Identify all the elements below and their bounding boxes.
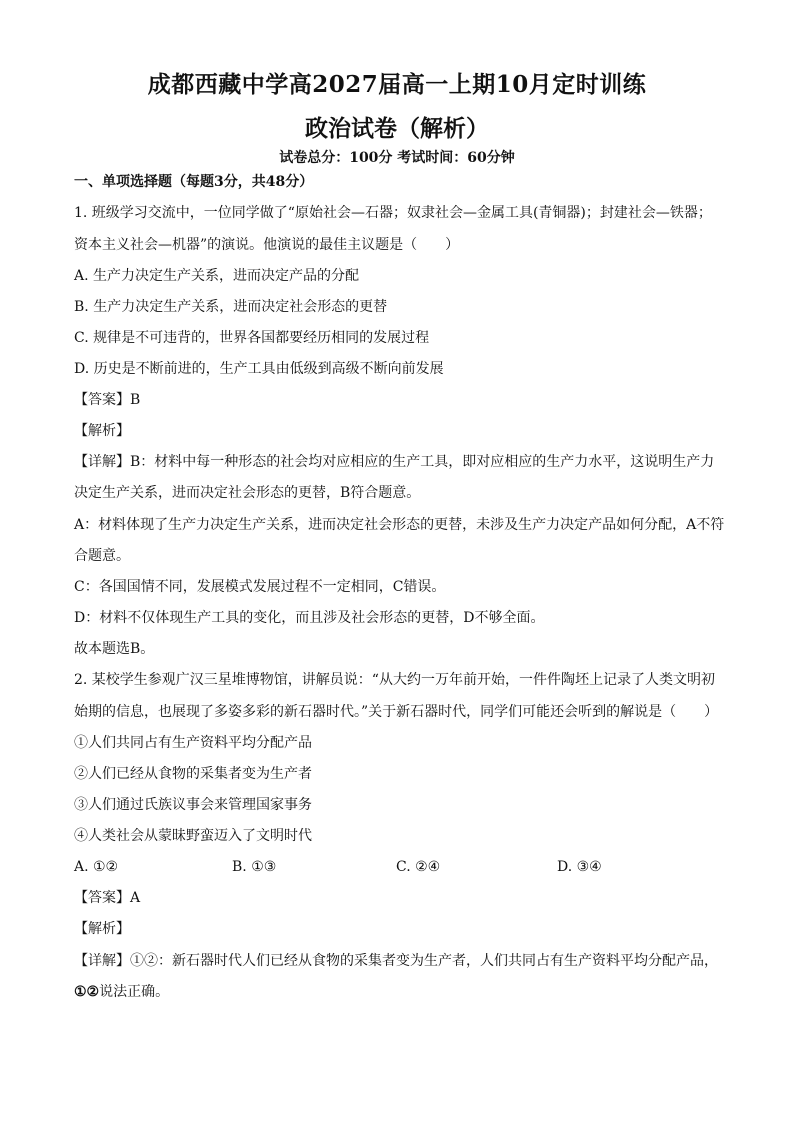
q2-detail-text: 新石器时代人们已经从食物的采集者变为生产者，人们共同占有生产资料平均分配产品， bbox=[172, 953, 718, 969]
q2-detail-markers: ①② bbox=[74, 984, 100, 1000]
q2-option-d: D. ③④ bbox=[557, 859, 602, 875]
q1-answer: 【答案】B bbox=[74, 392, 141, 408]
q2-option-b: B. ①③ bbox=[232, 859, 277, 875]
q1-option-a: A. 生产力决定生产关系，进而决定产品的分配 bbox=[74, 268, 360, 284]
q1-option-b: B. 生产力决定生产关系，进而决定社会形态的更替 bbox=[74, 299, 388, 315]
q2-detail-label: 【详解】①②： bbox=[74, 953, 172, 969]
section-heading: 一、单项选择题（每题3分，共48分） bbox=[74, 174, 314, 190]
q2-item1: ①人们共同占有生产资料平均分配产品 bbox=[74, 735, 312, 751]
q1-option-d: D. 历史是不断前进的，生产工具由低级到高级不断向前发展 bbox=[74, 361, 444, 377]
q1-detail-line6: D：材料不仅体现生产工具的变化，而且涉及社会形态的更替，D不够全面。 bbox=[74, 610, 545, 626]
q1-detail-line5: C：各国国情不同，发展模式发展过程不一定相同，C错误。 bbox=[74, 579, 446, 595]
q2-answer: 【答案】A bbox=[74, 890, 141, 906]
q2-detail-text2: 说法正确。 bbox=[99, 984, 170, 1000]
q1-stem-line2: 资本主义社会—机器”的演说。他演说的最佳主议题是（ ） bbox=[74, 237, 460, 253]
q2-option-c: C. ②④ bbox=[396, 859, 441, 875]
q2-item4: ④人类社会从蒙昧野蛮迈入了文明时代 bbox=[74, 828, 312, 844]
q1-detail-line1: 【详解】B：材料中每一种形态的社会均对应相应的生产工具，即对应相应的生产力水平，这说明生产力 bbox=[74, 454, 715, 470]
q1-detail-line4: 合题意。 bbox=[74, 548, 130, 564]
q1-detail-line2: 决定生产关系，进而决定社会形态的更替，B符合题意。 bbox=[74, 485, 421, 501]
q1-option-c: C. 规律是不可违背的，世界各国都要经历相同的发展过程 bbox=[74, 330, 430, 346]
q2-stem-line2: 始期的信息，也展现了多姿多彩的新石器时代。”关于新石器时代，同学们可能还会听到的解说是（ ） bbox=[74, 704, 719, 720]
q2-detail-line2 bbox=[74, 983, 734, 1001]
q1-analysis-label: 【解析】 bbox=[74, 423, 130, 439]
q2-item2: ②人们已经从食物的采集者变为生产者 bbox=[74, 766, 312, 782]
q1-detail-line3: A：材料体现了生产力决定生产关系，进而决定社会形态的更替，未涉及生产力决定产品如何分配，A不符 bbox=[74, 517, 725, 533]
q2-item3: ③人们通过氏族议事会来管理国家事务 bbox=[74, 797, 312, 813]
q2-analysis-label: 【解析】 bbox=[74, 921, 130, 937]
q1-stem-line1: 1. 班级学习交流中，一位同学做了“原始社会—石器；奴隶社会—金属工具(青铜器)；封建社会—铁器； bbox=[74, 205, 712, 221]
document-title: 成都西藏中学高2027届高一上期10月定时训练 bbox=[147, 71, 647, 98]
document-subtitle: 政治试卷（解析） bbox=[305, 115, 489, 142]
q2-stem-line1: 2. 某校学生参观广汉三星堆博物馆，讲解员说：“从大约一万年前开始，一件件陶坯上记录了人类文明初 bbox=[74, 672, 715, 688]
exam-info: 试卷总分：100分 考试时间：60分钟 bbox=[279, 150, 515, 166]
q1-conclusion: 故本题选B。 bbox=[74, 641, 155, 657]
q2-detail-line1 bbox=[74, 952, 734, 970]
q2-option-a: A. ①② bbox=[74, 859, 119, 875]
